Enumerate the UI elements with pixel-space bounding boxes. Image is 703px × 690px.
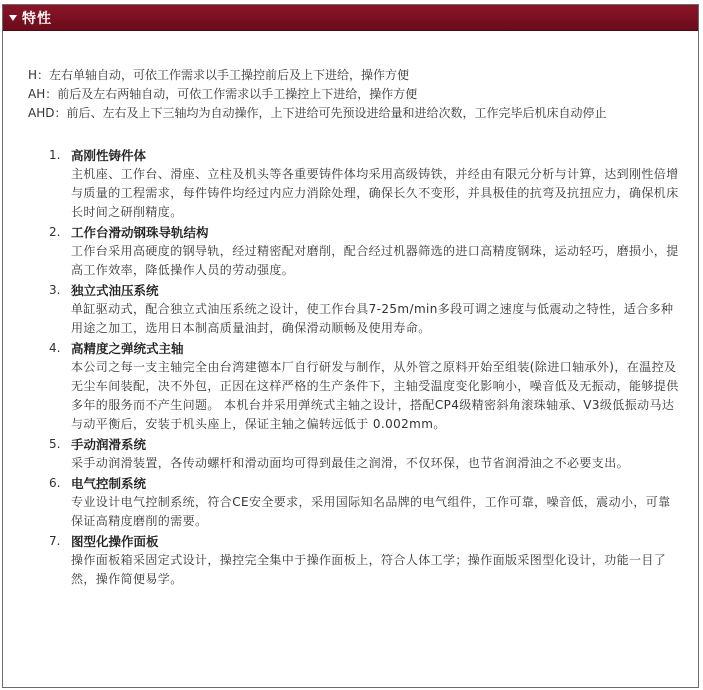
model-intro	[28, 66, 680, 123]
feature-list	[28, 146, 680, 589]
feature-item	[28, 435, 680, 473]
feature-number: 6.	[49, 476, 61, 490]
feature-number: 1.	[49, 148, 61, 162]
feature-title: 图型化操作面板	[71, 534, 159, 549]
feature-title: 独立式油压系统	[71, 283, 159, 298]
feature-description: 专业设计电气控制系统，符合CE安全要求，采用国际知名品牌的电气组件，工作可靠，噪音低，震动小，可靠保证高精度磨削的需要。	[71, 495, 671, 528]
feature-title: 高精度之弹统式主轴	[71, 341, 184, 356]
feature-item	[28, 146, 680, 222]
intro-line-ahd: AHD：前后、左右及上下三轴均为自动操作，上下进给可先预设进给量和进给次数，工作完毕后机床自动停止	[28, 106, 607, 120]
feature-title: 手动润滑系统	[71, 437, 147, 452]
feature-item	[28, 223, 680, 280]
feature-item	[28, 281, 680, 338]
features-panel	[2, 4, 699, 688]
feature-description: 操作面板箱采固定式设计，操控完全集中于操作面板上，符合人体工学；操作面版采图型化设计，功能一目了然，操作简便易学。	[71, 553, 667, 586]
panel-title: 特性	[22, 10, 52, 27]
feature-title: 电气控制系统	[71, 476, 147, 491]
panel-content	[3, 31, 698, 589]
feature-description: 工作台采用高硬度的钢导轨，经过精密配对磨削，配合经过机器筛选的进口高精度钢珠，运动轻巧，磨损小，提高工作效率，降低操作人员的劳动强度。	[71, 244, 679, 277]
feature-number: 3.	[49, 283, 61, 297]
feature-item	[28, 339, 680, 434]
feature-number: 4.	[49, 341, 61, 355]
feature-description: 采手动润滑装置，各传动螺杆和滑动面均可得到最佳之润滑，不仅环保，也节省润滑油之不必要支出。	[71, 456, 630, 470]
collapse-arrow-icon[interactable]	[9, 15, 17, 21]
feature-number: 7.	[49, 534, 61, 548]
feature-description: 单缸驱动式，配合独立式油压系统之设计，使工作台具7-25m/min多段可调之速度与低震动之特性，适合多种用途之加工，选用日本制高质量油封，确保滑动顺畅及使用寿命。	[71, 302, 674, 335]
feature-number: 5.	[49, 437, 61, 451]
feature-item	[28, 532, 680, 589]
feature-number: 2.	[49, 225, 61, 239]
feature-title: 工作台滑动钢珠导轨结构	[71, 225, 209, 240]
intro-line-h: H：左右单轴自动，可依工作需求以手工操控前后及上下进给，操作方便	[28, 68, 410, 82]
feature-item	[28, 474, 680, 531]
feature-title: 高刚性铸件体	[71, 148, 147, 163]
feature-description: 主机座、工作台、滑座、立柱及机头等各重要铸件体均采用高级铸铁，并经由有限元分析与计算，达到刚性倍增与质量的工程需求，每件铸件均经过内应力消除处理，确保长久不变形，并具极佳的抗弯及抗扭应力，确保机床长时间之研削精度。	[71, 167, 679, 219]
feature-description: 本公司之每一支主轴完全由台湾建德本厂自行研发与制作，从外管之原料开始至组装(除进口轴承外)，在温控及无尘车间装配，决不外包，正因在这样严格的生产条件下，主轴受温度变化影响小，噪音低及无振动，能够提供多年的服务而不产生问题。 本机台并采用弹统式主轴之设计，搭配CP4级精密斜角滚珠轴承、V3级低振动马达与动平衡后，安装于机头座上，保证主轴之偏转远低于 0.002mm。	[71, 360, 679, 431]
intro-line-ah: AH：前后及左右两轴自动，可依工作需求以手工操控上下进给，操作方便	[28, 87, 418, 101]
panel-header[interactable]	[3, 5, 698, 31]
